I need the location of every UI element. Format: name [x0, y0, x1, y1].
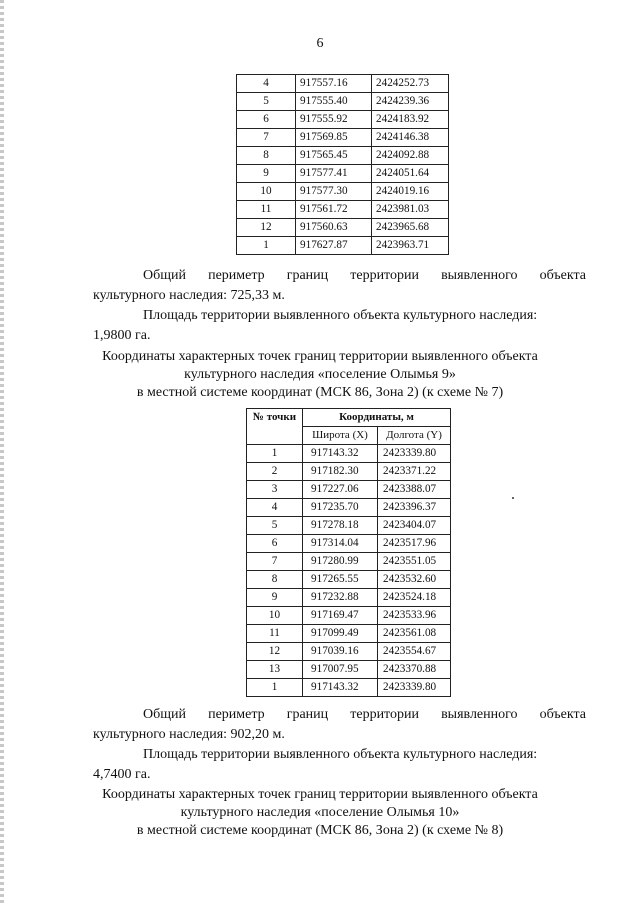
page-number: 6 — [316, 36, 324, 51]
longitude-cell: 2424019.16 — [372, 183, 449, 201]
point-cell: 7 — [247, 553, 303, 571]
coordinates-table-olymya-9 — [246, 408, 451, 697]
longitude-cell: 2423532.60 — [378, 571, 451, 589]
longitude-cell: 2424252.73 — [372, 75, 449, 93]
latitude-cell: 917627.87 — [296, 237, 372, 255]
latitude-cell: 917560.63 — [296, 219, 372, 237]
word: Общий — [143, 268, 186, 283]
longitude-cell: 2423981.03 — [372, 201, 449, 219]
perimeter-paragraph-2 — [93, 705, 586, 745]
heading-line: культурного наследия «поселение Олымья 10» — [180, 805, 460, 820]
table-row — [247, 625, 451, 643]
point-cell: 5 — [247, 517, 303, 535]
point-cell: 6 — [237, 111, 296, 129]
table-row — [237, 183, 449, 201]
section-heading-olymya-10 — [0, 786, 640, 840]
paragraph-line: 1,9800 га. — [93, 328, 151, 343]
heading-line: в местной системе координат (МСК 86, Зона 2) (к схеме № 8) — [136, 823, 504, 838]
longitude-cell: 2423554.67 — [378, 643, 451, 661]
latitude-cell: 917232.88 — [303, 589, 378, 607]
point-cell: 11 — [237, 201, 296, 219]
table-row — [247, 553, 451, 571]
longitude-cell: 2423533.96 — [378, 607, 451, 625]
point-cell: 1 — [247, 679, 303, 697]
word: Общий — [143, 707, 186, 722]
heading-line: Координаты характерных точек границ территории выявленного объекта — [102, 787, 538, 802]
latitude-cell: 917169.47 — [303, 607, 378, 625]
point-cell: 7 — [237, 129, 296, 147]
word: периметр — [208, 707, 265, 722]
latitude-cell: 917555.40 — [296, 93, 372, 111]
table-row — [247, 499, 451, 517]
binding-edge — [0, 0, 4, 905]
point-cell: 2 — [247, 463, 303, 481]
latitude-cell: 917577.41 — [296, 165, 372, 183]
point-cell: 13 — [247, 661, 303, 679]
table-row — [247, 481, 451, 499]
longitude-cell: 2424146.38 — [372, 129, 449, 147]
word: границ — [286, 268, 329, 283]
section-heading-olymya-9 — [0, 348, 640, 402]
table-row — [237, 219, 449, 237]
word: выявленного — [441, 268, 518, 283]
table-row — [237, 147, 449, 165]
heading-line: в местной системе координат (МСК 86, Зона 2) (к схеме № 7) — [136, 385, 504, 400]
heading-line: культурного наследия «поселение Олымья 9» — [184, 367, 456, 382]
latitude-cell: 917555.92 — [296, 111, 372, 129]
paragraph-line: культурного наследия: 902,20 м. — [93, 727, 285, 742]
longitude-cell: 2423396.37 — [378, 499, 451, 517]
word: территории — [350, 268, 419, 283]
table-row — [247, 517, 451, 535]
paragraph-line: Площадь территории выявленного объекта культурного наследия: — [143, 308, 538, 323]
table-row — [237, 129, 449, 147]
latitude-cell: 917265.55 — [303, 571, 378, 589]
point-cell: 1 — [237, 237, 296, 255]
latitude-cell: 917557.16 — [296, 75, 372, 93]
word: границ — [286, 707, 329, 722]
table-body — [237, 75, 449, 255]
coordinates-table-continued — [236, 74, 449, 255]
header-row — [247, 409, 451, 427]
longitude-cell: 2424239.36 — [372, 93, 449, 111]
table-row — [237, 111, 449, 129]
word: объекта — [539, 707, 586, 722]
latitude-cell: 917099.49 — [303, 625, 378, 643]
longitude-cell: 2423404.07 — [378, 517, 451, 535]
justified-line — [93, 705, 586, 725]
column-header-longitude: Долгота (Y) — [378, 427, 451, 445]
table-row — [247, 607, 451, 625]
latitude-cell: 917182.30 — [303, 463, 378, 481]
longitude-cell: 2424092.88 — [372, 147, 449, 165]
point-cell: 9 — [247, 589, 303, 607]
table-body — [247, 445, 451, 697]
longitude-cell: 2423388.07 — [378, 481, 451, 499]
latitude-cell: 917227.06 — [303, 481, 378, 499]
point-cell: 11 — [247, 625, 303, 643]
latitude-cell: 917039.16 — [303, 643, 378, 661]
latitude-cell: 917143.32 — [303, 445, 378, 463]
latitude-cell: 917007.95 — [303, 661, 378, 679]
table-header — [247, 409, 451, 445]
table-row — [247, 661, 451, 679]
latitude-cell: 917314.04 — [303, 535, 378, 553]
column-header-point: № точки — [247, 409, 303, 445]
word: объекта — [539, 268, 586, 283]
point-cell: 5 — [237, 93, 296, 111]
longitude-cell: 2424051.64 — [372, 165, 449, 183]
longitude-cell: 2423963.71 — [372, 237, 449, 255]
word: периметр — [208, 268, 265, 283]
table-row — [237, 237, 449, 255]
latitude-cell: 917235.70 — [303, 499, 378, 517]
point-cell: 6 — [247, 535, 303, 553]
table-row — [237, 75, 449, 93]
table-row — [237, 93, 449, 111]
column-header-coordinates: Координаты, м — [303, 409, 451, 427]
word: выявленного — [441, 707, 518, 722]
heading-line: Координаты характерных точек границ территории выявленного объекта — [102, 349, 538, 364]
table-row — [237, 201, 449, 219]
longitude-cell: 2423965.68 — [372, 219, 449, 237]
point-cell: 8 — [237, 147, 296, 165]
point-cell: 9 — [237, 165, 296, 183]
point-cell: 10 — [237, 183, 296, 201]
paragraph-line: культурного наследия: 725,33 м. — [93, 288, 285, 303]
table-row — [247, 643, 451, 661]
point-cell: 10 — [247, 607, 303, 625]
longitude-cell: 2423517.96 — [378, 535, 451, 553]
point-cell: 1 — [247, 445, 303, 463]
latitude-cell: 917577.30 — [296, 183, 372, 201]
latitude-cell: 917561.72 — [296, 201, 372, 219]
point-cell: 3 — [247, 481, 303, 499]
longitude-cell: 2423561.08 — [378, 625, 451, 643]
latitude-cell: 917143.32 — [303, 679, 378, 697]
table-row — [247, 571, 451, 589]
point-cell: 4 — [237, 75, 296, 93]
longitude-cell: 2423551.05 — [378, 553, 451, 571]
scan-speck — [512, 497, 514, 499]
justified-line — [93, 266, 586, 286]
latitude-cell: 917278.18 — [303, 517, 378, 535]
table-row — [247, 445, 451, 463]
latitude-cell: 917569.85 — [296, 129, 372, 147]
column-header-latitude: Широта (X) — [303, 427, 378, 445]
paragraph-line: Площадь территории выявленного объекта культурного наследия: — [143, 747, 538, 762]
word: территории — [350, 707, 419, 722]
perimeter-paragraph-1 — [93, 266, 586, 306]
area-paragraph-1 — [93, 306, 586, 346]
point-cell: 12 — [237, 219, 296, 237]
paragraph-line: 4,7400 га. — [93, 767, 151, 782]
longitude-cell: 2423339.80 — [378, 679, 451, 697]
longitude-cell: 2423370.88 — [378, 661, 451, 679]
table-row — [247, 679, 451, 697]
latitude-cell: 917280.99 — [303, 553, 378, 571]
table-row — [247, 535, 451, 553]
point-cell: 4 — [247, 499, 303, 517]
point-cell: 8 — [247, 571, 303, 589]
table-row — [247, 463, 451, 481]
longitude-cell: 2424183.92 — [372, 111, 449, 129]
longitude-cell: 2423371.22 — [378, 463, 451, 481]
area-paragraph-2 — [93, 745, 586, 785]
longitude-cell: 2423524.18 — [378, 589, 451, 607]
point-cell: 12 — [247, 643, 303, 661]
longitude-cell: 2423339.80 — [378, 445, 451, 463]
table-row — [247, 589, 451, 607]
table-row — [237, 165, 449, 183]
latitude-cell: 917565.45 — [296, 147, 372, 165]
